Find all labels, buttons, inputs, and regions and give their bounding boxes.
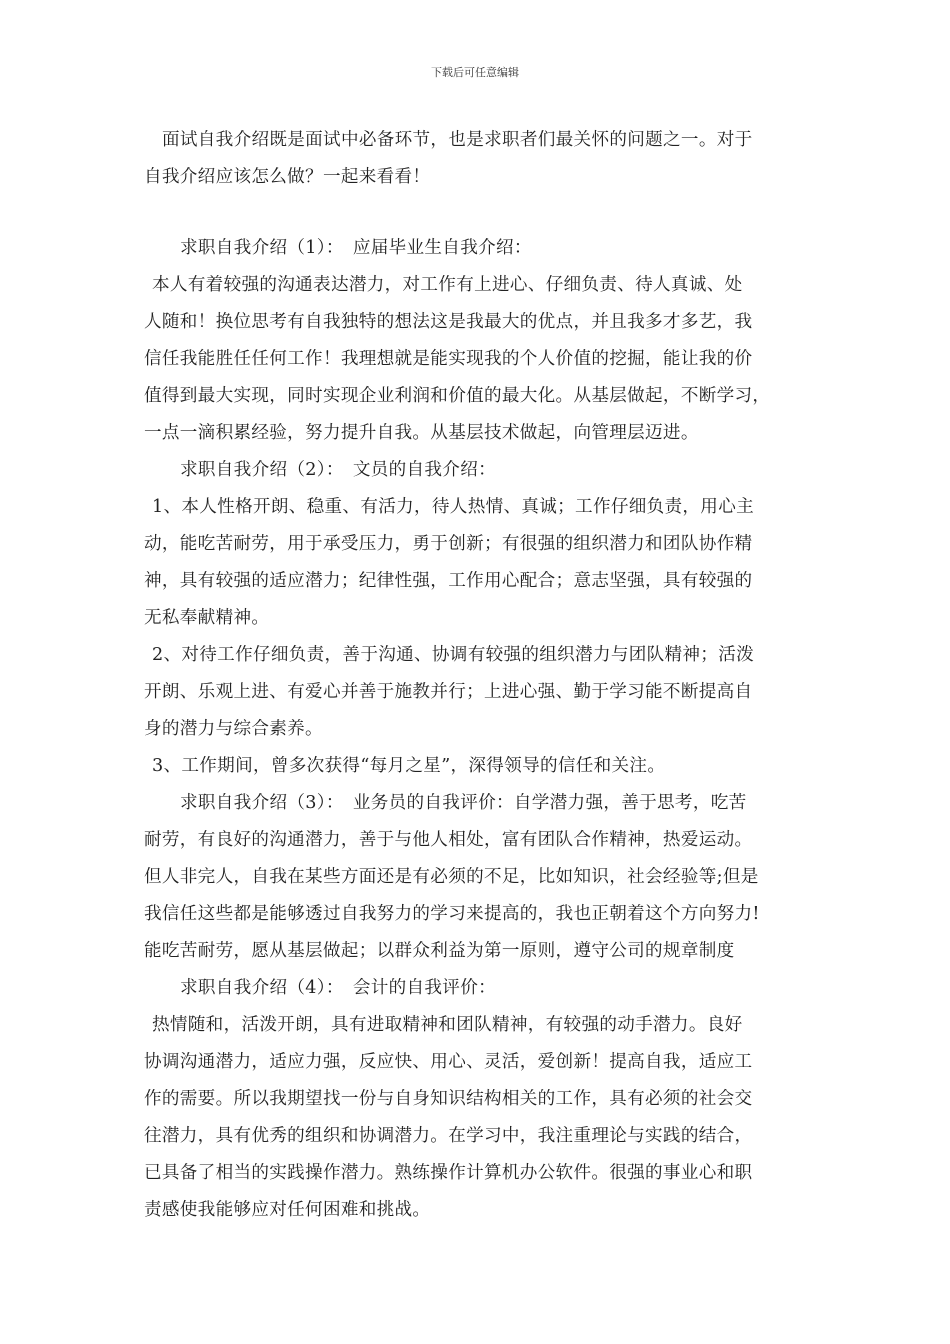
section-1-line-5: 一点一滴积累经验，努力提升自我。从基层技术做起，向管理层迈进。 xyxy=(144,423,699,443)
section-3-line-1: 耐劳，有良好的沟通潜力，善于与他人相处，富有团队合作精神，热爱运动。 xyxy=(144,830,753,850)
section-4-line-1: 热情随和，活泼开朗，具有进取精神和团队精神，有较强的动手潜力。良好 xyxy=(152,1015,743,1035)
section-3-line-4: 能吃苦耐劳，愿从基层做起；以群众利益为第一原则，遵守公司的规章制度 xyxy=(144,941,735,961)
section-2-line-4: 无私奉献精神。 xyxy=(144,608,270,628)
section-4-line-3: 作的需要。所以我期望找一份与自身知识结构相关的工作，具有必须的社会交 xyxy=(144,1089,753,1109)
section-1-title: 求职自我介绍（1）： 应届毕业生自我介绍： xyxy=(180,238,532,258)
section-4-title: 求职自我介绍（4）： 会计的自我评价： xyxy=(180,978,496,998)
paragraph-gap xyxy=(144,196,808,230)
intro-line-2: 自我介绍应该怎么做？一起来看看！ xyxy=(144,167,431,187)
section-1-line-1: 本人有着较强的沟通表达潜力，对工作有上进心、仔细负责、待人真诚、处 xyxy=(152,275,743,295)
section-2-line-7: 身的潜力与综合素养。 xyxy=(144,719,323,739)
section-2-line-6: 开朗、乐观上进、有爱心并善于施教并行；上进心强、勤于学习能不断提高自 xyxy=(144,682,753,702)
section-4-line-4: 往潜力，具有优秀的组织和协调潜力。在学习中，我注重理论与实践的结合， xyxy=(144,1126,753,1146)
section-1-line-2: 人随和！换位思考有自我独特的想法这是我最大的优点，并且我多才多艺，我 xyxy=(144,312,753,332)
section-2-line-8: 3、工作期间，曾多次获得“每月之星”，深得领导的信任和关注。 xyxy=(152,756,666,776)
section-2-line-3: 神，具有较强的适应潜力；纪律性强，工作用心配合；意志坚强，具有较强的 xyxy=(144,571,753,591)
section-2-title: 求职自我介绍（2）： 文员的自我介绍： xyxy=(180,460,496,480)
page-header: 下载后可任意编辑 xyxy=(431,66,519,79)
section-2-line-5: 2、对待工作仔细负责，善于沟通、协调有较强的组织潜力与团队精神；活泼 xyxy=(152,645,754,665)
section-2-line-1: 1、本人性格开朗、稳重、有活力，待人热情、真诚；工作仔细负责，用心主 xyxy=(152,497,754,517)
document-body xyxy=(144,122,808,1229)
section-3-line-3: 我信任这些都是能够透过自我努力的学习来提高的，我也正朝着这个方向努力! xyxy=(144,904,760,924)
section-4-line-5: 已具备了相当的实践操作潜力。熟练操作计算机办公软件。很强的事业心和职 xyxy=(144,1163,753,1183)
section-3-line-2: 但人非完人，自我在某些方面还是有必须的不足，比如知识，社会经验等;但是 xyxy=(144,867,759,887)
section-3-title: 求职自我介绍（3）： 业务员的自我评价：自学潜力强，善于思考，吃苦 xyxy=(180,793,747,813)
section-1-line-4: 值得到最大实现，同时实现企业利润和价值的最大化。从基层做起，不断学习， xyxy=(144,386,771,406)
section-4-line-2: 协调沟通潜力，适应力强，反应快、用心、灵活，爱创新！提高自我，适应工 xyxy=(144,1052,753,1072)
section-1-line-3: 信任我能胜任任何工作！我理想就是能实现我的个人价值的挖掘，能让我的价 xyxy=(144,349,753,369)
intro-line-1: 面试自我介绍既是面试中必备环节，也是求职者们最关怀的问题之一。对于 xyxy=(162,130,753,150)
section-2-line-2: 动，能吃苦耐劳，用于承受压力，勇于创新；有很强的组织潜力和团队协作精 xyxy=(144,534,753,554)
section-4-line-6: 责感使我能够应对任何困难和挑战。 xyxy=(144,1200,431,1220)
